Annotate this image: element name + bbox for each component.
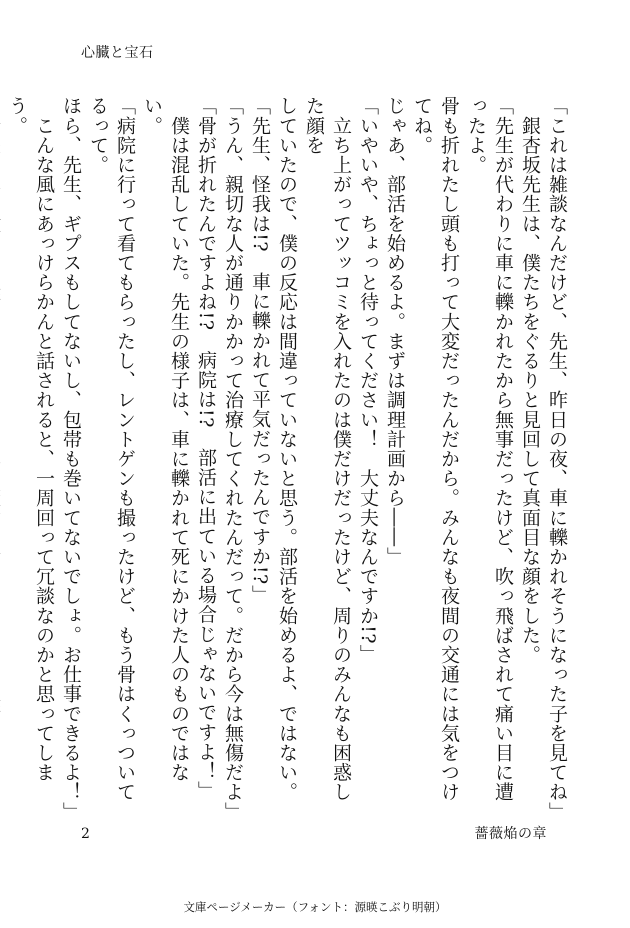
text-line: 「骨が折れたんですよね!? 病院は!? 部活に出ている場合じゃないですよ！」	[195, 96, 217, 801]
running-foot-chapter-title: 薔薇焔の章	[474, 826, 547, 842]
text-line: 骨も折れたし頭も打って大変だったんだから。みんなも夜間の交通には気をつけてね。	[411, 96, 460, 802]
text-line: 「先生が代わりに車に轢かれたから無事だったけど、吹っ飛ばされて痛い目に遭ったよ。	[465, 96, 514, 802]
page-number: 2	[81, 826, 90, 842]
novel-body-text	[6, 96, 570, 822]
text-line: 「先生、怪我は!? 車に轢かれて平気だったんですか!?」	[249, 96, 271, 605]
text-line: 「いやいや、ちょっと待ってください！ 大丈夫なんですか!?」	[357, 96, 379, 664]
text-line: 「これは雑談なんだけど、先生、昨日の夜、車に轢かれそうになった子を見てね」	[546, 96, 568, 822]
text-line: していたので、僕の反応は間違っていないと思う。部活を始めるよ、ではない。	[276, 96, 298, 802]
text-line: ほら、先生、ギプスもしてないし、包帯も巻いてないでしょ。お仕事できるよ！」	[60, 96, 82, 822]
running-head-title: 心臓と宝石	[81, 45, 154, 61]
footer-credit: 文庫ページメーカー（フォント：源暎こぶり明朝）	[183, 900, 447, 914]
text-line: こんな風にあっけらかんと話されると、一周回って冗談なのかと思ってしまう。	[6, 96, 55, 782]
text-line: 僕は混乱していた。先生の様子は、車に轢かれて死にかけた人のものではない。	[141, 96, 190, 782]
text-line: 「病院に行って看てもらったし、レントゲンも撮ったけど、もう骨はくっついてるって。	[87, 96, 136, 802]
text-line: 銀杏坂先生は、僕たちをぐるりと見回して真面目な顔をした。	[519, 96, 541, 665]
text-line	[0, 96, 3, 816]
text-line: 「うん、親切な人が通りかかって治療してくれたんだって。だから今は無傷だよ」	[222, 96, 244, 822]
text-line: じゃあ、部活を始めるよ。まずは調理計画から――」	[384, 96, 406, 567]
text-line: 立ち上がってツッコミを入れたのは僕だけだったけど、周りのみんなも困惑した顔を	[303, 96, 352, 802]
